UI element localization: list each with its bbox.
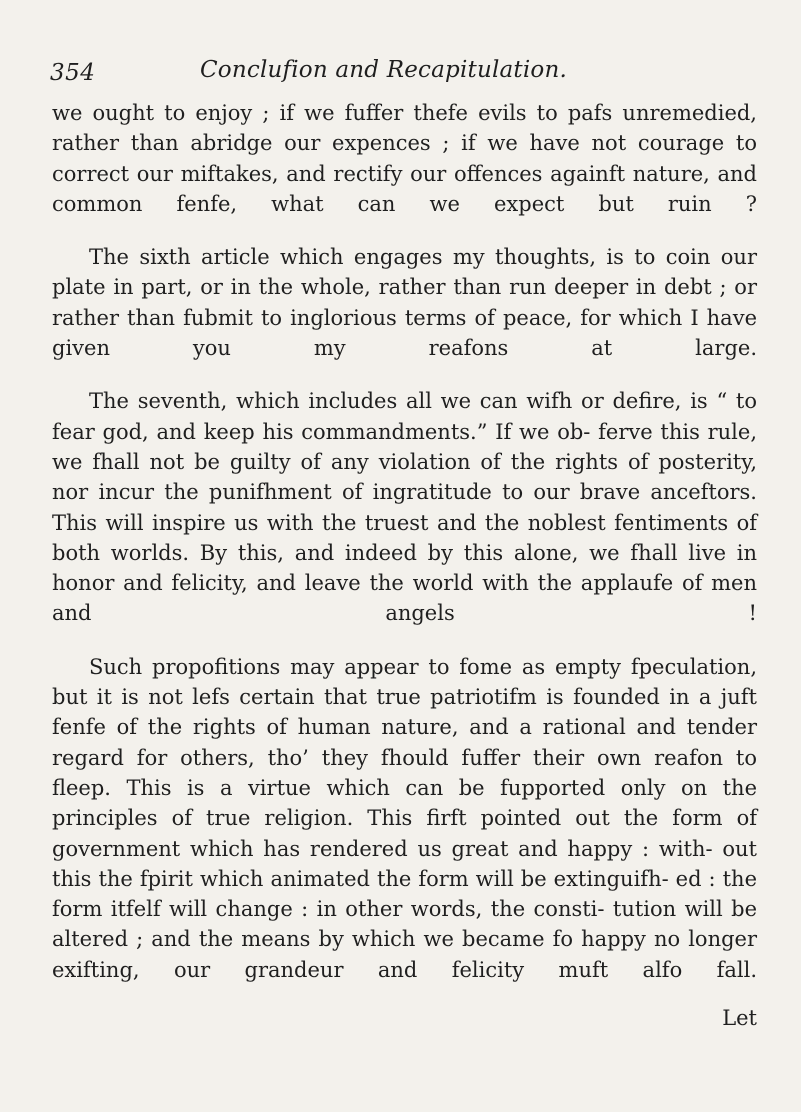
body-text — [52, 98, 757, 985]
paragraph-1: we ought to enjoy ; if we fuffer thefe evils to pafs unremedied, rather than abridge our expences ; if we have not courage to correct our miftakes, and rectify our offences againft nature, and common fenfe, what can we expect but ruin ? — [52, 101, 757, 216]
paragraph-2: The sixth article which engages my thoughts, is to coin our plate in part, or in the whole, rather than run deeper in debt ; or rather than fubmit to inglorious terms of peace, for which I have given you my reafons at large. — [52, 245, 757, 361]
page-number: 354 — [50, 60, 96, 86]
page-header — [50, 56, 760, 90]
paragraph-4: Such propofitions may appear to fome as empty fpeculation, but it is not lefs certain that true patriotifm is founded in a juft fenfe of the rights of human nature, and a rational and tender regard for others, tho’ they fhould fuffer their own reafon to fleep. This is a virtue which can be fupported only on the principles of true religion. This firft pointed out the form of government which has rendered us great and happy : with- out this the fpirit which animated the form will be extinguifh- ed : the form itfelf will change : in other words, the consti- tution will be altered ; and the means by which we became fo happy no longer exifting, our grandeur and felicity muft alfo fall. — [52, 654, 757, 982]
running-title: Conclufion and Recapitulation. — [200, 57, 568, 83]
paragraph-3: The seventh, which includes all we can wifh or defire, is “ to fear god, and keep his commandments.” If we ob- ferve this rule, we fhall not be guilty of any violation of the rights of posterity, nor incur the punifhment of ingratitude to our brave anceftors. This will inspire us with the truest and the noblest fentiments of both worlds. By this, and indeed by this alone, we fhall live in honor and felicity, and leave the world with the applaufe of men and angels ! — [52, 389, 757, 626]
catchword: Let — [722, 1006, 757, 1030]
